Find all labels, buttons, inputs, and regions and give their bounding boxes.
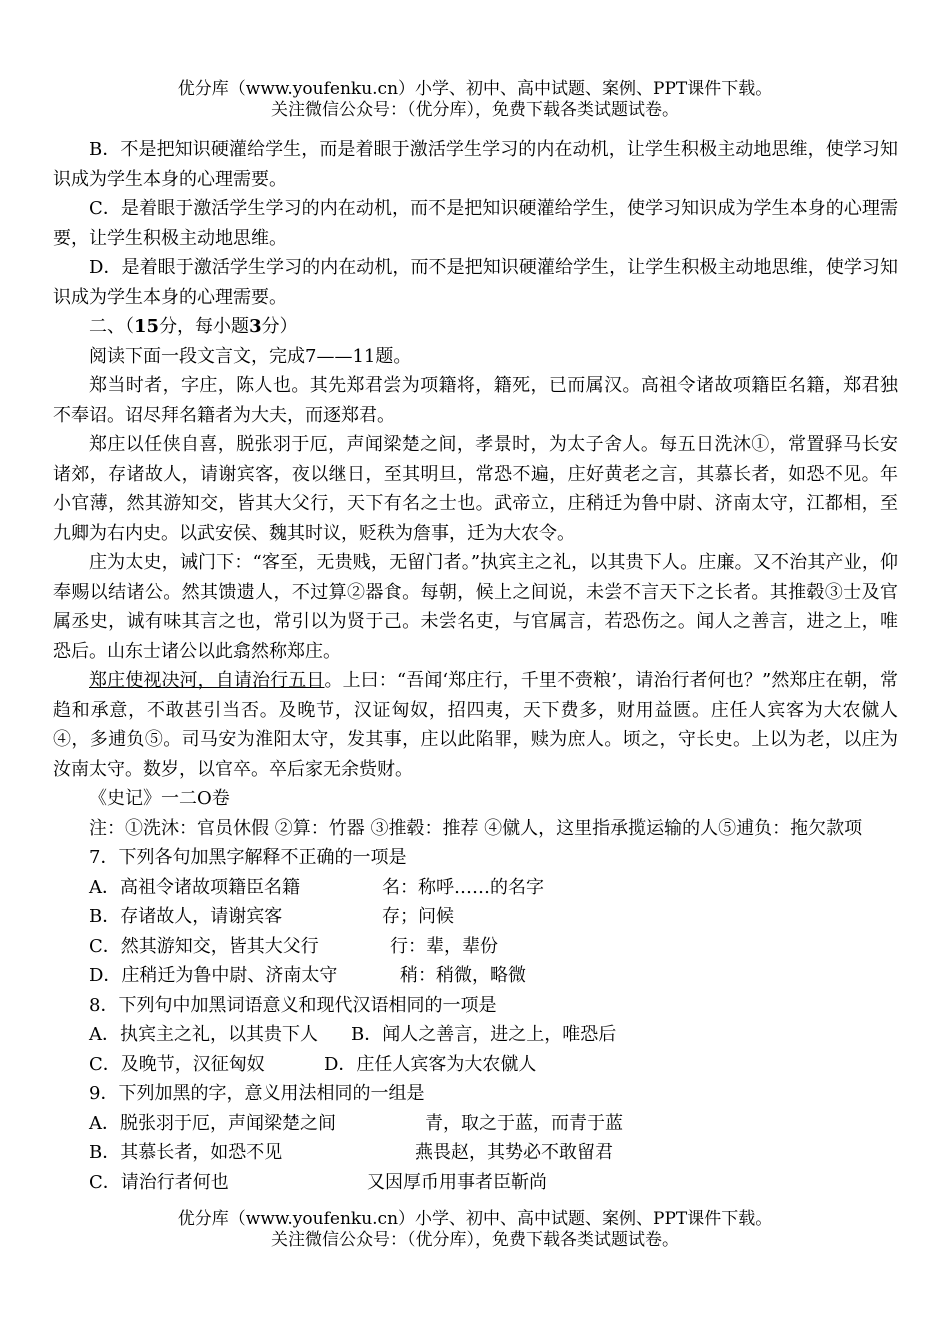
passage-source: 《史记》一二O卷 <box>89 788 230 809</box>
option-c-prev: C．是着眼于激活学生学习的内在动机，而不是把知识硬灌给学生，使学习知识成为学生本身的心理需要，让学生积极主动地思维。 <box>53 198 898 249</box>
section-two-instruction: 阅读下面一段文言文，完成7——11题。 <box>89 345 412 367</box>
question-9-stem: 9．下列加黑的字，意义用法相同的一组是 <box>89 1083 425 1104</box>
question-9-option-a: A．脱张羽于厄，声闻梁楚之间 青，取之于蓝，而青于蓝 <box>89 1112 623 1134</box>
question-7-option-d: D．庄稍迁为鲁中尉、济南太守 稍：稍微，略微 <box>89 965 526 986</box>
question-8-options-cd: C．及晚节，汉征匈奴 D．庄任人宾客为大农僦人 <box>89 1053 537 1075</box>
question-9-option-c: C．请治行者何也 又因厚币用事者臣靳尚 <box>89 1171 547 1193</box>
question-8-options-ab: A．执宾主之礼，以其贵下人 B．闻人之善言，进之上，唯恐后 <box>89 1024 617 1045</box>
page-header <box>0 79 950 121</box>
footer-line-1: 优分库（www.youfenku.cn）小学、初中、高中试题、案例、PPT课件下载。 <box>177 1209 773 1229</box>
question-7-option-a: A．高祖令诸故项籍臣名籍 名：称呼……的名字 <box>89 876 544 898</box>
exam-content <box>53 135 898 1197</box>
footer-line-2: 关注微信公众号：（优分库），免费下载各类试题试卷。 <box>271 1230 679 1250</box>
underlined-sentence: 郑庄使视决河，自请治行五日 <box>89 670 325 691</box>
question-7-option-b: B．存诸故人，请谢宾客 存；问候 <box>89 906 454 927</box>
option-b-prev: B．不是把知识硬灌给学生，而是着眼于激活学生学习的内在动机，让学生积极主动地思维，使学习知识成为学生本身的心理需要。 <box>53 139 898 190</box>
passage-paragraph-3: 庄为太史，诫门下：“客至，无贵贱，无留门者。”执宾主之礼，以其贵下人。庄廉。又不治其产业，仰奉赐以结诸公。然其馈遗人，不过算②器食。每朝，候上之间说，未尝不言天下之长者。其推毂③士及官属丞史，诚有味其言之也，常引以为贤于己。未尝名吏，与官属言，若恐伤之。闻人之善言，进之上，唯恐后。山东士诸公以此翕然称郑庄。 <box>53 552 898 662</box>
passage-paragraph-2: 郑庄以任侠自喜，脱张羽于厄，声闻梁楚之间，孝景时，为太子舍人。每五日洗沐①，常置驿马长安诸郊，存诸故人，请谢宾客，夜以继日，至其明旦，常恐不遍，庄好黄老之言，其慕长者，如恐不见。年小官薄，然其游知交，皆其大父行，天下有名之士也。武帝立，庄稍迁为鲁中尉、济南太守，江都相，至九卿为右内史。以武安侯、魏其时议，贬秩为詹事，迁为大农令。 <box>53 434 898 544</box>
section-two-heading: 二、（15分，每小题3分） <box>89 316 298 337</box>
header-line-2: 关注微信公众号：（优分库），免费下载各类试题试卷。 <box>271 100 679 120</box>
passage-paragraph-4: 郑庄使视决河，自请治行五日。上曰：“吾闻‘郑庄行，千里不赍粮’，请治行者何也？”然郑庄在朝，常趋和承意，不敢甚引当否。及晚节，汉证匈奴，招四夷，天下费多，财用益匮。庄任人宾客为大农僦人④，多逋负⑤。司马安为淮阳太守，发其事，庄以此陷罪，赎为庶人。顷之，守长史。上以为老，以庄为汝南太守。数岁，以官卒。卒后家无余赀财。 <box>53 670 898 780</box>
header-line-1: 优分库（www.youfenku.cn）小学、初中、高中试题、案例、PPT课件下载。 <box>177 79 773 99</box>
question-8-stem: 8．下列句中加黑词语意义和现代汉语相同的一项是 <box>89 994 497 1016</box>
passage-notes: 注：①洗沐：官员休假 ②算：竹器 ③推毂：推荐 ④僦人，这里指承揽运输的人⑤逋负：拖欠款项 <box>89 817 863 839</box>
option-d-prev: D．是着眼于激活学生学习的内在动机，而不是把知识硬灌给学生，让学生积极主动地思维，使学习知识成为学生本身的心理需要。 <box>53 257 898 308</box>
question-7-stem: 7．下列各句加黑字解释不正确的一项是 <box>89 847 407 868</box>
question-9-option-b: B．其慕长者，如恐不见 燕畏赵，其势必不敢留君 <box>89 1142 613 1163</box>
page-footer <box>0 1209 950 1251</box>
passage-paragraph-1: 郑当时者，字庄，陈人也。其先郑君尝为项籍将，籍死，已而属汉。高祖令诸故项籍臣名籍，郑君独不奉诏。诏尽拜名籍者为大夫，而逐郑君。 <box>53 375 898 426</box>
question-7-option-c: C．然其游知交，皆其大父行 行：辈，辈份 <box>89 935 498 957</box>
